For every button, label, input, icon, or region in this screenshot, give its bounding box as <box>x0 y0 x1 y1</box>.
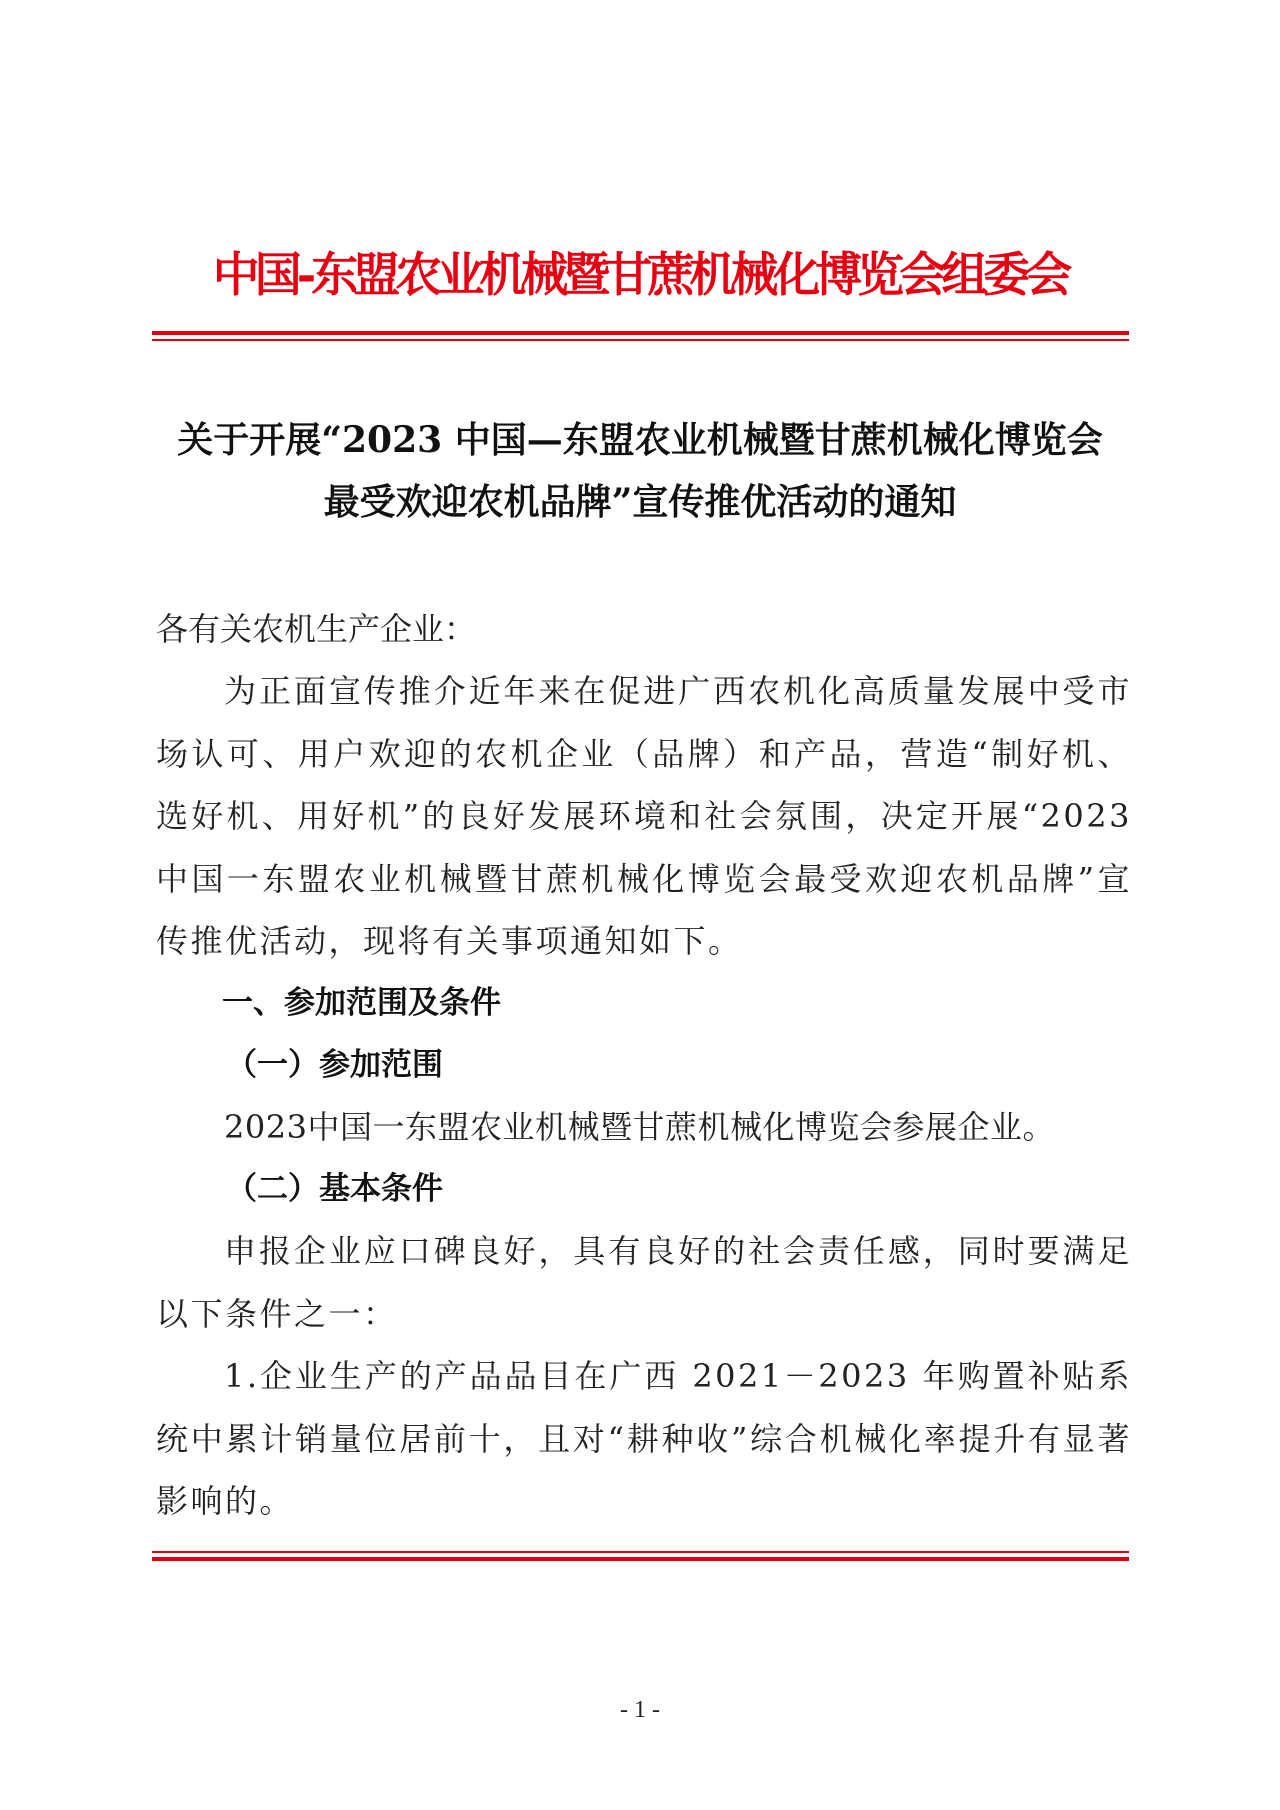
header-rule-thick <box>152 331 1129 335</box>
footer-rule-thick <box>152 1557 1129 1561</box>
subsection-2-text: 申报企业应口碑良好，具有良好的社会责任感，同时要满足以下条件之一： <box>156 1232 1132 1333</box>
intro-paragraph: 为正面宣传推介近年来在促进广西农机化高质量发展中受市场认可、用户欢迎的农机企业（品牌）和产品，营造“制好机、选好机、用好机”的良好发展环境和社会氛围，决定开展“2023 中国一东盟农业机械暨甘蔗机械化博览会最受欢迎农机品牌”宣传推优活动，现将有关事项通知如下。 <box>156 672 1132 960</box>
footer-rule-thin <box>152 1551 1129 1553</box>
organization-name: 中国-东盟农业机械暨甘蔗机械化博览会组委会 <box>212 248 1068 303</box>
salutation: 各有关农机生产企业： <box>156 610 477 648</box>
header-rule-thin <box>152 339 1129 341</box>
subsection-1-heading: （一）参加范围 <box>226 1047 443 1083</box>
title-line-2: 最受欢迎农机品牌”宣传推优活动的通知 <box>323 481 957 523</box>
condition-item-1: 1.企业生产的产品品目在广西 2021－2023 年购置补贴系统中累计销量位居前十，且对“耕种收”综合机械化率提升有显著影响的。 <box>156 1357 1132 1520</box>
page-number: - 1 - <box>620 1697 660 1723</box>
title-line-1: 关于开展“2023 中国—东盟农业机械暨甘蔗机械化博览会 <box>177 419 1103 461</box>
subsection-1-text: 2023中国一东盟农业机械暨甘蔗机械化博览会参展企业。 <box>224 1108 1055 1146</box>
section-1-heading: 一、参加范围及条件 <box>222 985 501 1021</box>
subsection-2-heading: （二）基本条件 <box>226 1171 443 1207</box>
